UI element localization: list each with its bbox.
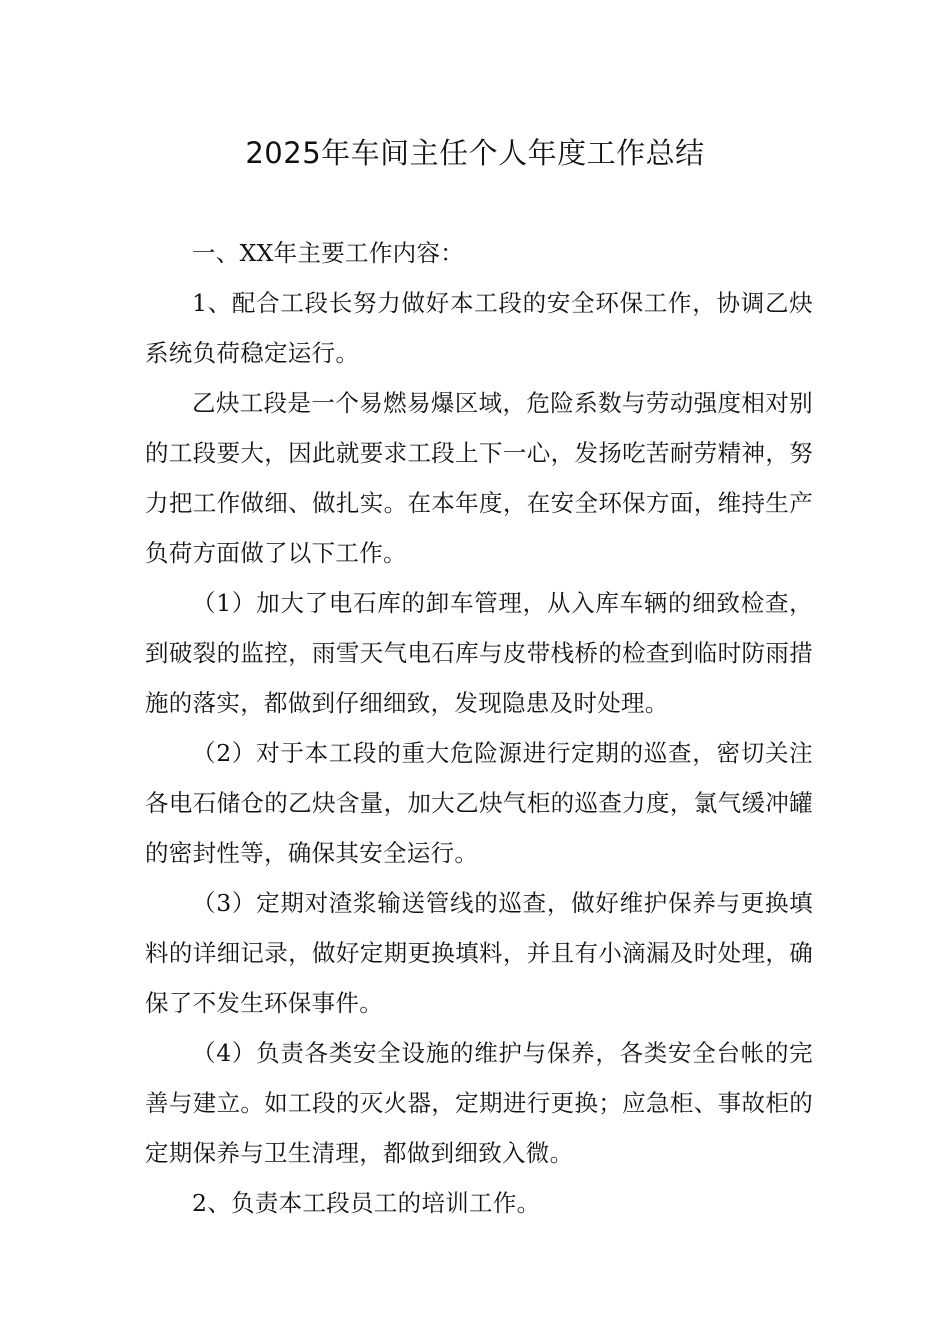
paragraph-item-2: 2、负责本工段员工的培训工作。 [192,1189,541,1217]
paragraph-sub-1: （1）加大了电石库的卸车管理，从入库车辆的细致检查，到破裂的监控，雨雪天气电石库与皮带栈桥的检查到临时防雨措施的落实，都做到仔细细致，发现隐患及时处理。 [145,589,813,717]
paragraph-intro: 乙炔工段是一个易燃易爆区域，危险系数与劳动强度相对别的工段要大，因此就要求工段上下一心，发扬吃苦耐劳精神，努力把工作做细、做扎实。在本年度，在安全环保方面，维持生产负荷方面做了以下工作。 [145,389,813,567]
paragraph-sub-2: （2）对于本工段的重大危险源进行定期的巡查，密切关注各电石储仓的乙炔含量，加大乙炔气柜的巡查力度，氯气缓冲罐的密封性等，确保其安全运行。 [145,739,813,867]
paragraph-sub-4: （4）负责各类安全设施的维护与保养，各类安全台帐的完善与建立。如工段的灭火器，定期进行更换；应急柜、事故柜的定期保养与卫生清理，都做到细致入微。 [145,1039,813,1167]
document-title: 2025年车间主任个人年度工作总结 [245,136,705,170]
paragraph-item-1: 1、配合工段长努力做好本工段的安全环保工作，协调乙炔系统负荷稳定运行。 [145,289,813,367]
paragraph-sub-3: （3）定期对渣浆输送管线的巡查，做好维护保养与更换填料的详细记录，做好定期更换填料，并且有小滴漏及时处理，确保了不发生环保事件。 [145,889,813,1017]
document-body [145,228,813,1228]
section-heading: 一、XX年主要工作内容： [192,239,465,267]
